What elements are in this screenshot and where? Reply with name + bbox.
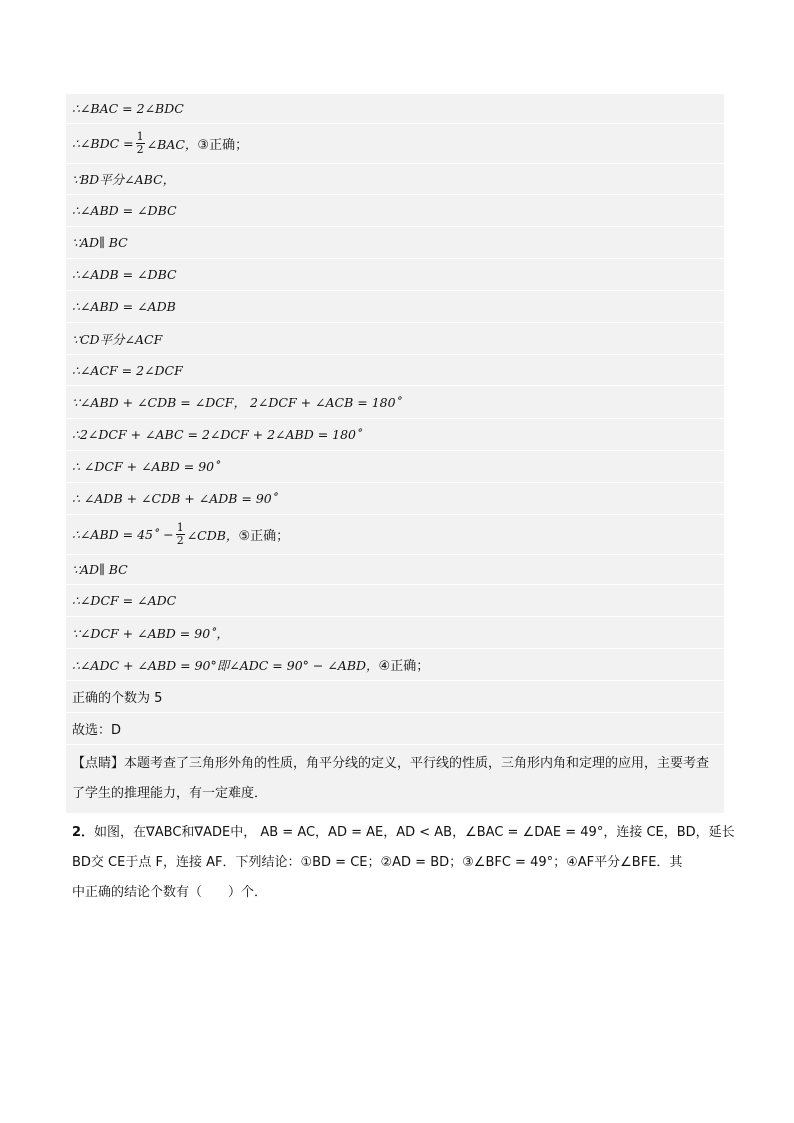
solution-line <box>66 124 724 164</box>
solution-line <box>66 355 724 386</box>
math-text: ∠CDB， <box>186 527 239 543</box>
solution-line <box>66 555 724 585</box>
solution-line <box>66 227 724 259</box>
question-text: 如图，在∇ABC和∇ADE中， AB = AC，AD = AE，AD < AB，∠BAC = ∠DAE = 49°，连接 CE，BD，延长 <box>94 825 735 840</box>
math-text: ∴∠BDC = <box>72 136 134 151</box>
math-text: ∴∠ABD = ∠DBC <box>72 203 177 218</box>
math-text: ∵∠DCF + ∠ABD = 90˚， <box>72 625 229 641</box>
question-text: 中正确的结论个数有（ ）个． <box>72 885 268 900</box>
question-row <box>72 848 726 878</box>
answer-count: 正确的个数为 5 <box>72 691 163 706</box>
solution-line <box>66 195 724 227</box>
math-text: ∴∠DCF = ∠ADC <box>72 593 177 608</box>
math-text: ∵CD平分∠ACF <box>72 331 163 347</box>
math-text: ∴∠ACF = 2∠DCF <box>72 362 183 378</box>
solution-block <box>66 94 724 813</box>
math-text: ∴∠ABD = 45˚ − <box>72 527 174 542</box>
math-text: ∴∠ADC + ∠ABD = 90°即∠ADC = 90° − ∠ABD， <box>72 657 379 673</box>
solution-line <box>66 515 724 555</box>
math-text: ∴∠ABD = ∠ADB <box>72 299 176 314</box>
question-block <box>72 818 735 908</box>
solution-line <box>66 259 724 291</box>
math-text: ∴∠ADB = ∠DBC <box>72 267 177 282</box>
solution-line <box>66 94 724 124</box>
solution-line <box>66 483 724 515</box>
fraction-numerator: 1 <box>176 521 184 534</box>
solution-line <box>66 585 724 617</box>
solution-line <box>66 323 724 355</box>
math-text: ∵BD平分∠ABC， <box>72 172 176 187</box>
question-text: BD交 CE于点 F，连接 AF．下列结论：①BD = CE；②AD = BD；③∠BFC = 49°；④AF平分∠BFE．其 <box>72 855 683 870</box>
solution-line <box>66 451 724 483</box>
math-text: ∴ ∠DCF + ∠ABD = 90˚ <box>72 459 221 474</box>
solution-line <box>66 681 724 713</box>
fraction-denominator: 2 <box>136 143 144 156</box>
solution-line <box>66 386 724 419</box>
solution-line <box>66 617 724 649</box>
fraction <box>176 522 185 547</box>
math-text: ∴ ∠ADB + ∠CDB + ∠ADB = 90˚ <box>72 491 279 506</box>
solution-line <box>66 419 724 451</box>
fraction-denominator: 2 <box>176 534 184 547</box>
math-text: ∵AD∥ BC <box>72 235 128 250</box>
question-row <box>72 878 726 908</box>
math-text: ∠BAC， <box>146 136 198 152</box>
answer-choice: 故选：D <box>72 723 122 738</box>
comment-paragraph: 【点睛】本题考查了三角形外角的性质，角平分线的定义，平行线的性质，三角形内角和定理的应用，主要考查了学生的推理能力，有一定难度． <box>72 756 710 801</box>
solution-line <box>66 649 724 681</box>
question-number: 2． <box>72 825 95 840</box>
math-text: ∵∠ABD + ∠CDB = ∠DCF， 2∠DCF + ∠ACB = 180˚ <box>72 395 402 410</box>
conclusion-note: ③正确； <box>197 138 249 153</box>
solution-line <box>66 164 724 195</box>
fraction <box>136 131 145 156</box>
solution-line <box>66 713 724 745</box>
solution-line <box>66 291 724 323</box>
conclusion-note: ⑤正确； <box>238 529 290 544</box>
math-text: ∵AD∥ BC <box>72 562 128 577</box>
question-row <box>72 818 735 848</box>
conclusion-note: ④正确； <box>378 659 430 674</box>
fraction-numerator: 1 <box>136 130 144 143</box>
math-text: ∴2∠DCF + ∠ABC = 2∠DCF + 2∠ABD = 180˚ <box>72 427 363 442</box>
math-text: ∴∠BAC = 2∠BDC <box>72 101 184 116</box>
